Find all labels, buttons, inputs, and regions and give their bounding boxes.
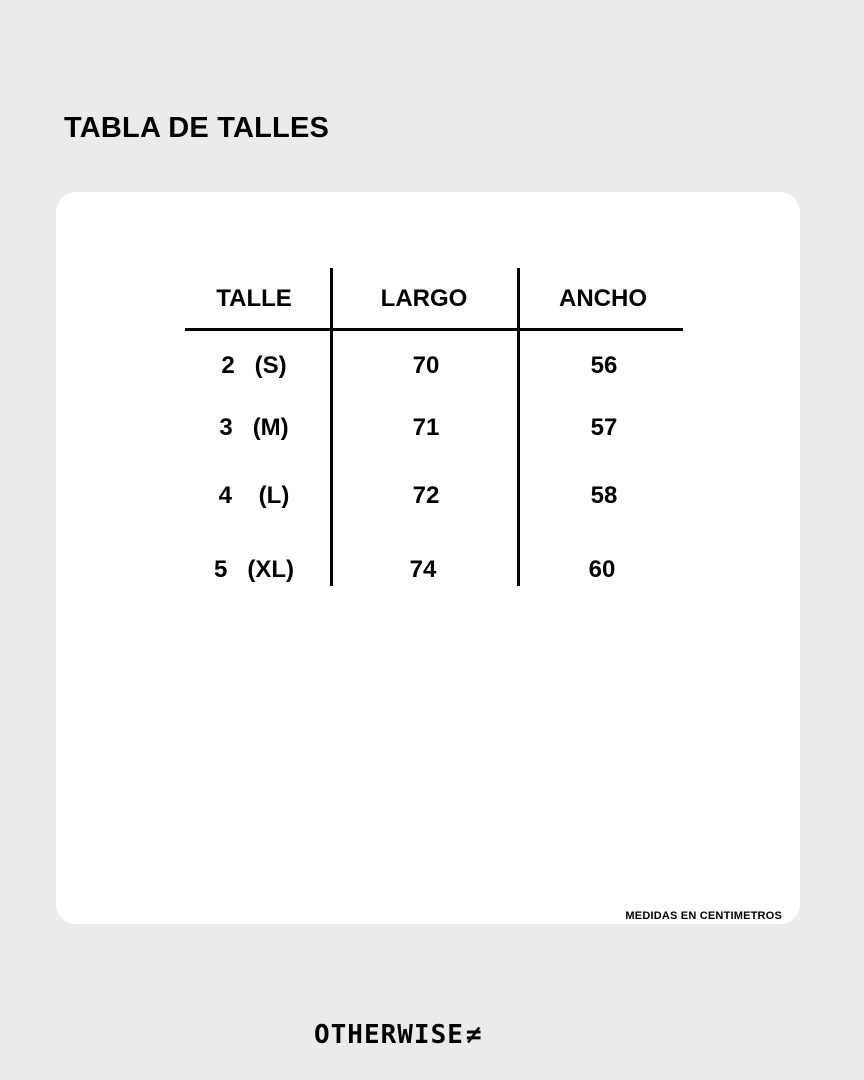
brand-logo [314,1018,483,1052]
header-talle: TALLE [216,285,292,312]
table-cell-talle: 5 (XL) [213,556,295,583]
page-title: TABLA DE TALLES [64,112,330,144]
table-cell-ancho: 56 [590,352,618,379]
size-chart-card [56,192,800,924]
table-cell-ancho: 60 [588,556,616,583]
table-cell-largo: 70 [412,352,440,379]
measurement-note: MEDIDAS EN CENTIMETROS [625,910,782,922]
table-cell-talle: 3 (M) [219,414,289,441]
column-divider [517,268,520,586]
table-cell-talle: 2 (S) [221,352,287,379]
header-divider [185,328,683,331]
column-divider [330,268,333,586]
table-cell-talle: 4 (L) [218,482,290,509]
table-cell-largo: 72 [412,482,440,509]
size-table [185,268,683,586]
table-cell-ancho: 58 [590,482,618,509]
table-cell-ancho: 57 [590,414,618,441]
table-cell-largo: 74 [409,556,437,583]
brand-name: OTHERWISE [314,1020,464,1050]
header-largo: LARGO [380,285,468,312]
not-equal-icon: ≠ [465,1020,483,1050]
table-cell-largo: 71 [412,414,440,441]
header-ancho: ANCHO [559,285,647,312]
